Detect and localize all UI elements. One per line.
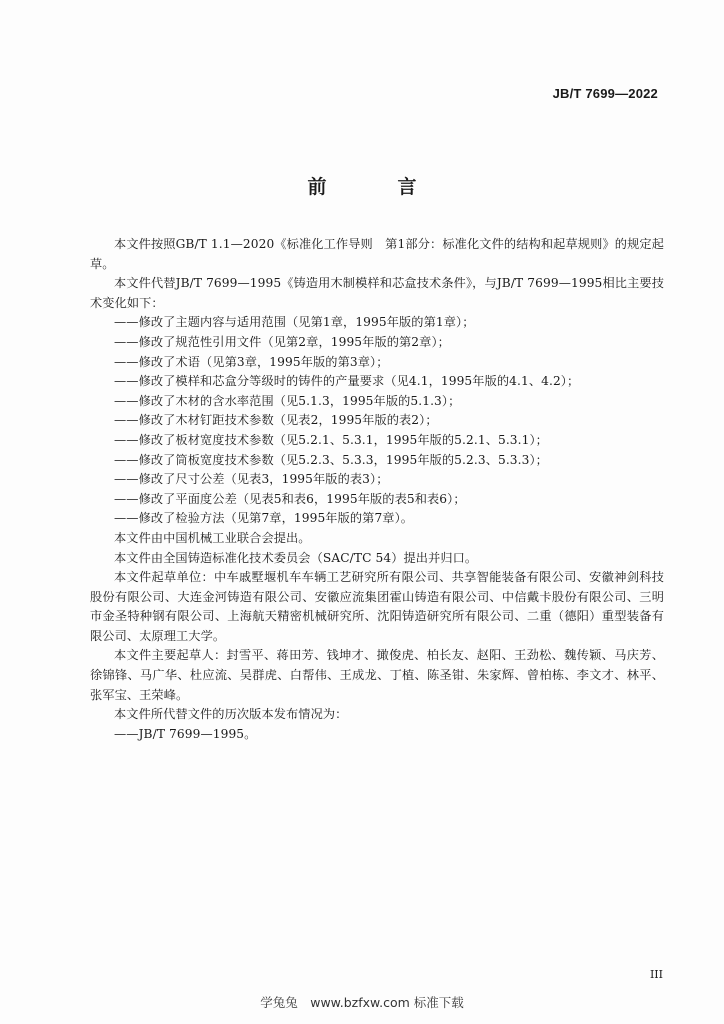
- change-item: ——修改了木材钉距技术参数（见表2，1995年版的表2）；: [114, 413, 438, 428]
- standard-code: JB/T 7699—2022: [552, 86, 658, 101]
- paragraph-drafting-rules: 本文件按照GB/T 1.1—2020《标准化工作导则 第1部分：标准化文件的结构和起草规则》的规定起草。: [90, 237, 664, 271]
- footer-watermark: 学兔兔 www.bzfxw.com 标准下载: [260, 995, 464, 1010]
- change-item: ——修改了术语（见第3章，1995年版的第3章）；: [114, 354, 389, 369]
- change-item: ——修改了规范性引用文件（见第2章，1995年版的第2章）；: [114, 334, 450, 349]
- change-item: ——修改了木材的含水率范围（见5.1.3，1995年版的5.1.3）；: [114, 393, 461, 408]
- preface-body: [90, 235, 664, 744]
- change-item: ——修改了平面度公差（见表5和表6，1995年版的表5和表6）；: [114, 491, 466, 506]
- section-title: 前 言: [307, 176, 443, 198]
- change-item: ——修改了筒板宽度技术参数（见5.2.3、5.3.3，1995年版的5.2.3、5.3.3）；: [114, 452, 548, 467]
- page-number: III: [649, 968, 663, 981]
- paragraph-drafters: 本文件主要起草人：封雪平、蒋田芳、钱坤才、撖俊虎、柏长友、赵阳、王劲松、魏传颖、马庆芳、徐锦锋、马广华、杜应流、吴群虎、白帮伟、王成龙、丁植、陈圣钳、朱家辉、曾柏栋、李文才、林平、张军宝、王荣峰。: [90, 648, 664, 702]
- change-item: ——修改了尺寸公差（见表3，1995年版的表3）；: [114, 472, 389, 487]
- change-item: ——修改了检验方法（见第7章，1995年版的第7章）。: [114, 511, 414, 526]
- history-item: ——JB/T 7699—1995。: [114, 726, 257, 741]
- change-item: ——修改了模样和芯盒分等级时的铸件的产量要求（见4.1，1995年版的4.1、4.2）；: [114, 374, 580, 389]
- paragraph-proposer: 本文件由中国机械工业联合会提出。: [114, 530, 311, 545]
- change-item: ——修改了板材宽度技术参数（见5.2.1、5.3.1，1995年版的5.2.1、5.3.1）；: [114, 432, 548, 447]
- paragraph-history: 本文件所代替文件的历次版本发布情况为：: [114, 707, 348, 722]
- paragraph-drafting-units: 本文件起草单位：中车戚墅堰机车车辆工艺研究所有限公司、共享智能装备有限公司、安徽神剑科技股份有限公司、大连金河铸造有限公司、安徽应流集团霍山铸造有限公司、中信戴卡股份有限公司、三明市金圣特种钢有限公司、上海航天精密机械研究所、沈阳铸造研究所有限公司、二重（德阳）重型装备有限公司、太原理工大学。: [90, 570, 664, 643]
- change-item: ——修改了主题内容与适用范围（见第1章，1995年版的第1章）；: [114, 315, 475, 330]
- paragraph-committee: 本文件由全国铸造标准化技术委员会（SAC/TC 54）提出并归口。: [114, 550, 478, 565]
- paragraph-replaces: 本文件代替JB/T 7699—1995《铸造用木制模样和芯盒技术条件》，与JB/T 7699—1995相比主要技术变化如下：: [90, 276, 664, 310]
